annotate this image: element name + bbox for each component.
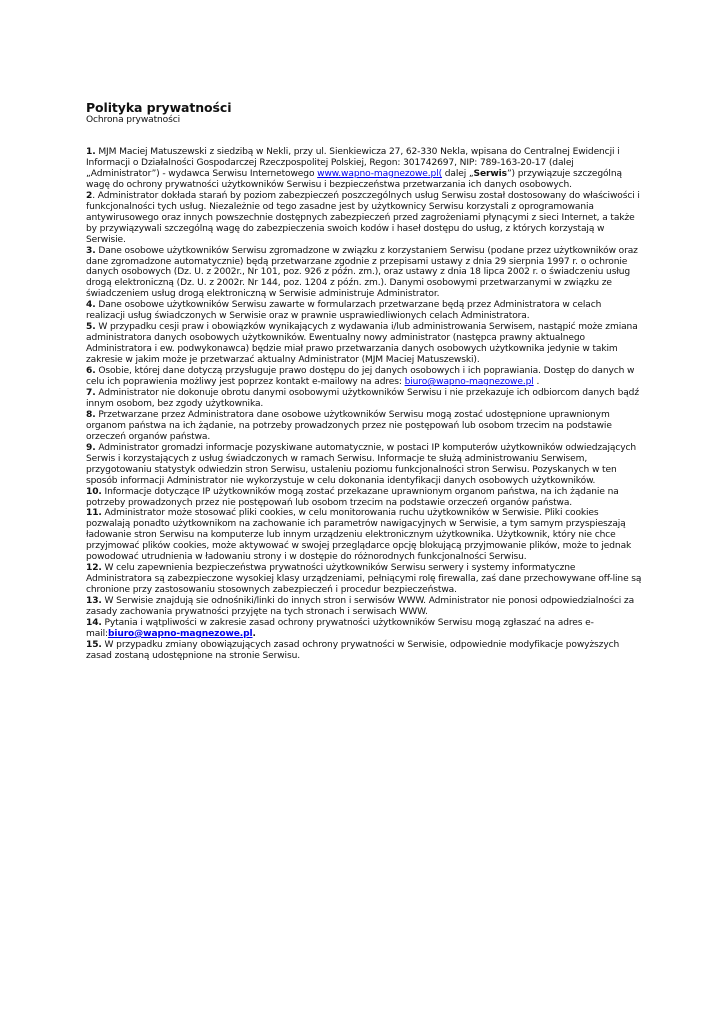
paragraph-text: Przetwarzane przez Administratora dane osobowe użytkowników Serwisu mogą zostać udostępnione uprawnionym organom państwa na ich żądanie, na potrzeby prowadzonych przez nie postępowań lub osobom trzecim na podstawie orzeczeń organów państwa. [86,409,612,442]
paragraph-text: W przypadku cesji praw i obowiązków wynikających z wydawania i/lub administrowania Serwisem, nastąpić może zmiana administratora danych osobowych użytkowników. Ewentualny nowy administrator (następca prawny aktualnego Administratora i ew. podwykonawca) będzie miał prawo przetwarzania danych osobowych użytkownika jedynie w takim zakresie w jakim może je przetwarzać aktualny Administrator (MJM Maciej Matuszewski). [86,322,638,366]
paragraph-text: Osobie, której dane dotyczą przysługuje prawo dostępu do jej danych osobowych i ich poprawiania. Dostęp do danych w celu ich poprawienia możliwy jest poprzez kontakt e-mailowy na adres: [86,366,635,388]
paragraph-text: Administrator gromadzi informacje pozyskiwane automatycznie, w postaci IP komputerów użytkowników odwiedzających Serwis i korzystających z usług świadczonych w ramach Serwisu. Informacje te służą administrowaniu Serwisem, przygotowaniu statystyk odwiedzin stron Serwisu, ustaleniu poziomu funkcjonalności stron Serwisu. Pozyskanych w ten sposób informacji Administrator nie wykorzystuje w celu dokonania identyfikacji danych osobowych użytkowników. [86,442,636,486]
paragraph-5 [86,322,642,366]
paragraph-text: . [252,628,256,639]
email-link[interactable]: biuro@wapno-magnezowe.pl [107,628,253,639]
paragraph-13 [86,596,642,618]
paragraph-text: W przypadku zmiany obowiązujących zasad ochrony prywatności w Serwisie, odpowiednie modyfikacje powyższych zasad zostaną udostępnione na stronie Serwisu. [86,639,620,661]
paragraph-number: 6. [86,366,96,377]
paragraph-number: 1. [86,147,96,157]
paragraph-number: 7. [86,387,96,398]
paragraph-12 [86,563,642,596]
paragraph-text: W Serwisie znajdują sie odnośniki/linki do innych stron i serwisów WWW. Administrator nie ponosi odpowiedzialności za zasady zachowania prywatności przyjęte na tych stronach i serwisach WWW. [86,596,635,618]
paragraph-10 [86,487,642,509]
paragraph-1 [86,147,642,191]
paragraph-6 [86,366,642,388]
paragraph-number: 2 [86,190,93,201]
paragraph-number: 10. [86,486,102,497]
paragraph-9 [86,443,642,487]
paragraph-text: . [533,377,540,388]
paragraph-number: 9. [86,442,96,453]
paragraph-number: 5. [86,322,96,333]
paragraph-text: Informacje dotyczące IP użytkowników mogą zostać przekazane uprawnionym organom państwa, na ich żądanie na potrzeby prowadzonych przez nie postępowań lub osobom trzecim na podstawie orzeczeń organów państwa. [86,486,619,508]
bold-term: Serwis [473,168,507,179]
paragraph-text: . Administrator dokłada starań by poziom zabezpieczeń poszczególnych usług Serwisu został dostosowany do właściwości i funkcjonalności tych usług. Niezależnie od tego zasadne jest by użytkownicy Serwisu korzystali z oprogramowania antywirusowego oraz innych powszechnie dostępnych zabezpieczeń przed zagrożeniami płynącymi z sieci Internet, a także by przywiązywali szczególną wagę do zabezpieczenia swoich kodów i haseł dostępu do usług, z których korzystają w Serwisie. [86,190,640,245]
paragraph-11 [86,508,642,563]
paragraph-3 [86,246,642,301]
paragraph-text: W celu zapewnienia bezpieczeństwa prywatności użytkowników Serwisu serwery i systemy informatyczne Administratora są zabezpieczone wysokiej klasy urządzeniami, pełniącymi rolę firewalla, zaś dane przechowywane off-line są chronione przy zastosowaniu stosownych zabezpieczeń i procedur bezpieczeństwa. [86,563,642,596]
paragraph-8 [86,410,642,443]
paragraph-number: 14. [86,617,102,628]
paragraph-number: 3. [86,245,96,256]
paragraph-number: 11. [86,508,102,519]
paragraph-2 [86,191,642,246]
paragraph-text: Pytania i wątpliwości w zakresie zasad ochrony prywatności użytkowników Serwisu mogą zgłaszać na adres e-mail: [86,617,594,639]
document-body [86,101,642,662]
paragraph-text: MJM Maciej Matuszewski z siedzibą w Nekli, przy ul. Sienkiewicza 27, 62-330 Nekla, wpisana do Centralnej Ewidencji i Informacji o Działalności Gospodarczej Rzeczpospolitej Polskiej, Regon: 301742697, NIP: 789-163-20-17 (dalej „Administrator”) - wydawca Serwisu Internetowego [86,147,620,179]
paragraph-text: dalej „ [442,168,474,179]
paragraph-number: 8. [86,409,96,420]
paragraph-14 [86,618,642,640]
paragraph-15 [86,640,642,662]
page-subtitle: Ochrona prywatności [86,115,181,125]
paragraph-text: ”) przywiązuje szczególną wagę do ochrony prywatności użytkowników Serwisu i bezpieczeństwa przetwarzania ich danych osobowych. [86,168,622,190]
email-link[interactable]: biuro@wapno-magnezowe.pl [404,377,534,388]
paragraph-number: 12. [86,563,102,574]
paragraph-4 [86,300,642,322]
paragraph-7 [86,388,642,410]
website-link[interactable]: www.wapno-magnezowe.pl( [317,168,442,179]
paragraph-number: 4. [86,300,96,311]
paragraph-number: 15. [86,639,102,650]
paragraph-number: 13. [86,596,102,607]
paragraph-text: Administrator może stosować pliki cookies, w celu monitorowania ruchu użytkowników w Serwisie. Pliki cookies pozwalają ponadto użytkownikom na zachowanie ich parametrów nawigacyjnych w Serwisie, a tym samym przyspieszają ładowanie stron Serwisu na komputerze lub innym urządzeniu elektronicznym użytkownika. Użytkownik, który nie chce przyjmować plików cookies, może aktywować w swojej przeglądarce opcję blokującą przyjmowanie plików, może to jednak powodować utrudnienia w ładowaniu strony i w dostępie do różnorodnych funkcjonalności Serwisu. [86,508,632,563]
paragraph-text: Administrator nie dokonuje obrotu danymi osobowymi użytkowników Serwisu i nie przekazuje ich odbiorcom danych bądź innym osobom, bez zgody użytkownika. [86,387,639,409]
paragraph-text: Dane osobowe użytkowników Serwisu zgromadzone w związku z korzystaniem Serwisu (podane przez użytkowników oraz dane zgromadzone automatycznie) będą przetwarzane zgodnie z przepisami ustawy z dnia 29 sierpnia 1997 r. o ochronie danych osobowych (Dz. U. z 2002r., Nr 101, poz. 926 z późn. zm.), oraz ustawy z dnia 18 lipca 2002 r. o świadczeniu usług drogą elektroniczną (Dz. U. z 2002r. Nr 144, poz. 1204 z późn. zm.). Danymi osobowymi przetwarzanymi w związku ze świadczeniem usług drogą elektroniczną w Serwisie administruje Administrator. [86,245,638,300]
page-title: Polityka prywatności [86,100,232,115]
paragraph-text: Dane osobowe użytkowników Serwisu zawarte w formularzach przetwarzane będą przez Administratora w celach realizacji usług świadczonych w Serwisie oraz w prawnie usprawiedliwionych celach Administratora. [86,300,602,322]
